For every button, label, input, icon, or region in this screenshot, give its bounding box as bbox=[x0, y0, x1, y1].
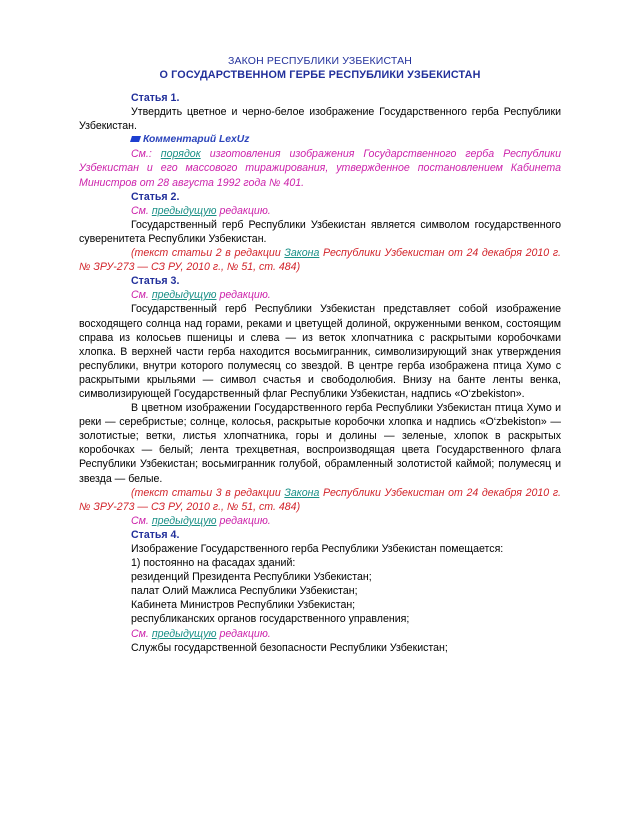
amendment-prefix: (текст статьи 3 в редакции bbox=[131, 486, 285, 499]
lexuz-comment-line[interactable] bbox=[79, 133, 561, 147]
article-4-see-previous bbox=[79, 627, 561, 641]
article-3-see-previous bbox=[79, 288, 561, 302]
article-4-sub-item-4: республиканских органов государственного управления; bbox=[131, 613, 410, 626]
article-2-heading: Статья 2. bbox=[131, 190, 180, 203]
link-zakona[interactable]: Закона bbox=[284, 247, 320, 260]
title-line-law-type: ЗАКОН РЕСПУБЛИКИ УЗБЕКИСТАН bbox=[227, 55, 412, 67]
see-prev-prefix: См. bbox=[131, 289, 152, 302]
see-note-prefix: См.: bbox=[131, 148, 161, 161]
article-3-body-paragraph-1: Государственный герб Республики Узбекистан представляет собой изображение восходящего солнца над горами, реками и цветущей долиной, окруженными венком, состоящим справа из колосьев пшеницы и слева — из веток хлопчатника с раскрытыми коробочками хлопка. В верхней части герба находится восьмигранник, символизирующий знак утверждения республики, внутри которого полумесяц со звездой. В центре герба изображена птица Хумо с раскрытыми крыльями — символ счастья и свободолюбия. Внизу на банте ленты венка, символизирующей Государственный флаг Республики Узбекистан, надпись «O‘zbekiston». bbox=[79, 303, 561, 400]
flag-icon bbox=[130, 136, 141, 142]
see-prev-prefix: См. bbox=[131, 627, 152, 640]
amendment-prefix: (текст статьи 2 в редакции bbox=[131, 247, 285, 260]
see-prev-rest: редакцию. bbox=[216, 627, 271, 640]
article-4-intro: Изображение Государственного герба Республики Узбекистан помещается: bbox=[131, 543, 504, 555]
amendment-rest: Республики Узбекистан от 24 декабря 2010 г. № ЗРУ-273 — СЗ РУ, 2010 г., № 51, ст. 484) bbox=[79, 247, 561, 274]
lexuz-comment-label: Комментарий LexUz bbox=[143, 134, 250, 146]
article-3-see-previous-2 bbox=[79, 514, 561, 528]
article-3-heading: Статья 3. bbox=[131, 275, 180, 288]
see-prev-rest: редакцию. bbox=[216, 514, 271, 527]
link-previous-edition[interactable]: предыдущую bbox=[151, 289, 217, 302]
article-1-body: Утвердить цветное и черно-белое изображение Государственного герба Республики Узбекистан. bbox=[79, 106, 561, 133]
see-prev-prefix: См. bbox=[131, 204, 152, 217]
article-1-heading: Статья 1. bbox=[131, 92, 180, 104]
article-3-body-paragraph-2: В цветном изображении Государственного герба Республики Узбекистан птица Хумо и реки — серебристые; солнце, колосья, раскрытые коробочки хлопка и надпись «O‘zbekiston» — золотистые; ветки, листья хлопчатника, горы и долины — зеленые, хлопок в раскрытых коробочках — белый; лента трехцветная, воспроизводящая цвета Государственного флага Республики Узбекистан; восьмигранник голубой, обрамленный золотистой каймой; полумесяц и звезда — белые. bbox=[79, 402, 561, 485]
article-4-item-1: 1) постоянно на фасадах зданий: bbox=[131, 557, 296, 570]
link-poryadok[interactable]: порядок bbox=[160, 148, 201, 161]
article-2-see-previous bbox=[79, 204, 561, 218]
document-body bbox=[79, 54, 561, 655]
link-previous-edition[interactable]: предыдущую bbox=[151, 514, 217, 527]
article-4-heading: Статья 4. bbox=[131, 528, 180, 541]
amendment-rest: Республики Узбекистан от 24 декабря 2010 г. № ЗРУ-273 — СЗ РУ, 2010 г., № 51, ст. 484) bbox=[79, 486, 561, 513]
link-previous-edition[interactable]: предыдущую bbox=[151, 204, 217, 217]
article-4-sub-item-5: Службы государственной безопасности Республики Узбекистан; bbox=[131, 641, 448, 654]
article-4-sub-item-3: Кабинета Министров Республики Узбекистан; bbox=[131, 599, 356, 612]
article-2-amendment-note bbox=[79, 246, 561, 274]
see-note-rest: изготовления изображения Государственного герба Республики Узбекистан и его массового тиражирования, утвержденное постановлением Кабинета Министров от 28 августа 1992 года № 401. bbox=[79, 148, 562, 189]
see-prev-prefix: См. bbox=[131, 514, 152, 527]
article-4-sub-item-1: резиденций Президента Республики Узбекистан; bbox=[131, 571, 372, 584]
link-previous-edition[interactable]: предыдущую bbox=[151, 627, 217, 640]
link-zakona[interactable]: Закона bbox=[284, 486, 320, 499]
see-prev-rest: редакцию. bbox=[216, 289, 271, 302]
title-line-law-name: О ГОСУДАРСТВЕННОМ ГЕРБЕ РЕСПУБЛИКИ УЗБЕКИСТАН bbox=[159, 69, 481, 81]
article-4-sub-item-2: палат Олий Мажлиса Республики Узбекистан; bbox=[131, 585, 358, 598]
article-1-see-note bbox=[79, 147, 561, 189]
article-3-amendment-note bbox=[79, 486, 561, 514]
see-prev-rest: редакцию. bbox=[216, 204, 271, 217]
article-2-body: Государственный герб Республики Узбекистан является символом государственного суверенитета Республики Узбекистан. bbox=[79, 218, 561, 245]
document-title bbox=[79, 54, 561, 82]
